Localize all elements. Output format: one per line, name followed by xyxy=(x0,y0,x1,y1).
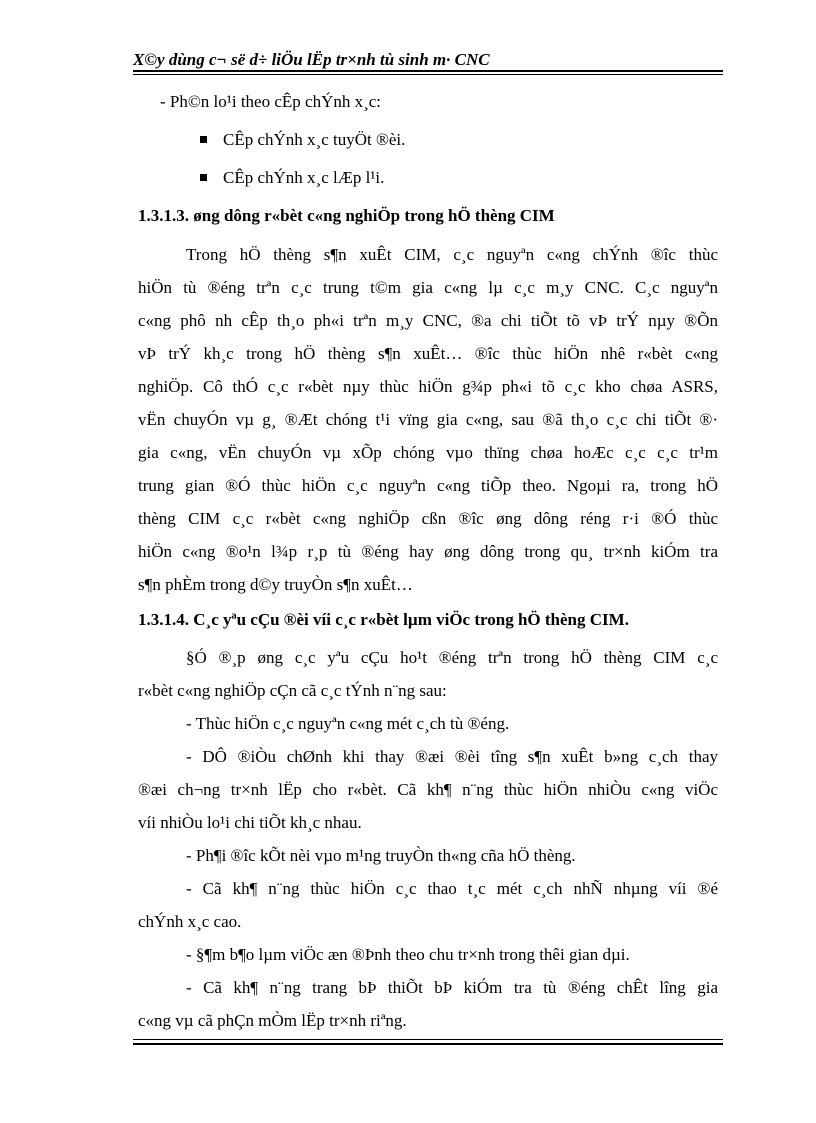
paragraph-line: c«ng phô nh cÊp th¸o ph«i trªn m¸y CNC, ®a chi tiÕt tõ vÞ trÝ nµy ®Õn xyxy=(138,311,718,330)
requirement-item: - Thùc hiÖn c¸c nguyªn c«ng mét c¸ch tù ®éng. xyxy=(186,714,510,733)
requirement-item: - DÔ ®iÒu chØnh khi thay ®æi ®èi tîng s¶n xuÊt b»ng c¸ch thay xyxy=(186,747,718,766)
list-item: CÊp chÝnh x¸c tuyÖt ®èi. xyxy=(200,130,405,150)
requirement-item: - §¶m b¶o lµm viÖc æn ®Þnh theo chu tr×nh trong thêi gian dµi. xyxy=(186,945,630,964)
running-header: X©y dùng c¬ së d÷ liÖu lËp tr×nh tù sinh m· CNC xyxy=(133,50,490,69)
paragraph-line: r«bèt c«ng nghiÖp cÇn cã c¸c tÝnh n¨ng sau: xyxy=(138,681,447,700)
requirement-item: c«ng vµ cã phÇn mÒm lËp tr×nh riªng. xyxy=(138,1011,407,1030)
paragraph-line: nghiÖp. Cô thÓ c¸c r«bèt nµy thùc hiÖn g¾p ph«i tõ c¸c kho chøa ASRS, xyxy=(138,377,718,396)
paragraph-line: Trong hÖ thèng s¶n xuÊt CIM, c¸c nguyªn c«ng chÝnh ®îc thùc xyxy=(186,245,718,264)
paragraph-line: §Ó ®¸p øng c¸c yªu cÇu ho¹t ®éng trªn trong hÖ thèng CIM c¸c xyxy=(186,648,718,667)
classification-intro: - Ph©n lo¹i theo cÊp chÝnh x¸c: xyxy=(160,92,382,111)
paragraph-line: thèng CIM c¸c r«bèt c«ng nghiÖp cßn ®îc øng dông réng r·i ®Ó thùc xyxy=(138,509,718,528)
paragraph-line: vÞ trÝ kh¸c trong hÖ thèng s¶n xuÊt… ®îc thùc hiÖn nhê r«bèt c«ng xyxy=(138,344,718,363)
paragraph-line: hiÖn c«ng ®o¹n l¾p r¸p tù ®éng hay øng dông trong qu¸ tr×nh kiÓm tra xyxy=(138,542,718,561)
list-item: CÊp chÝnh x¸c lÆp l¹i. xyxy=(200,168,384,188)
requirement-item: - Cã kh¶ n¨ng thùc hiÖn c¸c thao t¸c mét c¸ch nhÑ nhµng víi ®é xyxy=(186,879,718,898)
paragraph-line: vËn chuyÓn vµ g¸ ®Æt chóng t¹i vïng gia c«ng, sau ®ã th¸o c¸c chi tiÕt ®· xyxy=(138,410,718,429)
requirement-item: - Ph¶i ®îc kÕt nèi vµo m¹ng truyÒn th«ng cña hÖ thèng. xyxy=(186,846,576,865)
header-rule-thin xyxy=(133,74,723,75)
section-heading: 1.3.1.4. C¸c yªu cÇu ®èi víi c¸c r«bèt lµm viÖc trong hÖ thèng CIM. xyxy=(138,610,629,629)
requirement-item: - Cã kh¶ n¨ng trang bÞ thiÕt bÞ kiÓm tra tù ®éng chÊt lîng gia xyxy=(186,978,718,997)
paragraph-line: gia c«ng, vËn chuyÓn vµ xÕp chóng vµo thïng chøa hoÆc c¸c c¸c tr¹m xyxy=(138,443,718,462)
section-heading: 1.3.1.3. øng dông r«bèt c«ng nghiÖp trong hÖ thèng CIM xyxy=(138,206,555,225)
header-rule xyxy=(133,70,723,72)
requirement-item: chÝnh x¸c cao. xyxy=(138,912,242,931)
footer-rule-thin xyxy=(133,1039,723,1040)
bullet-square-icon xyxy=(200,174,207,181)
paragraph-line: hiÖn tù ®éng trªn c¸c trung t©m gia c«ng lµ c¸c m¸y CNC. C¸c nguyªn xyxy=(138,278,718,297)
footer-rule xyxy=(133,1043,723,1045)
paragraph-line: trung gian ®Ó thùc hiÖn c¸c nguyªn c«ng tiÕp theo. Ngoµi ra, trong hÖ xyxy=(138,476,718,495)
requirement-item: ®æi ch¬ng tr×nh lËp cho r«bèt. Cã kh¶ n¨ng thùc hiÖn nhiÒu c«ng viÖc xyxy=(138,780,718,799)
paragraph-line: s¶n phÈm trong d©y truyÒn s¶n xuÊt… xyxy=(138,575,413,594)
bullet-square-icon xyxy=(200,136,207,143)
requirement-item: víi nhiÒu lo¹i chi tiÕt kh¸c nhau. xyxy=(138,813,362,832)
